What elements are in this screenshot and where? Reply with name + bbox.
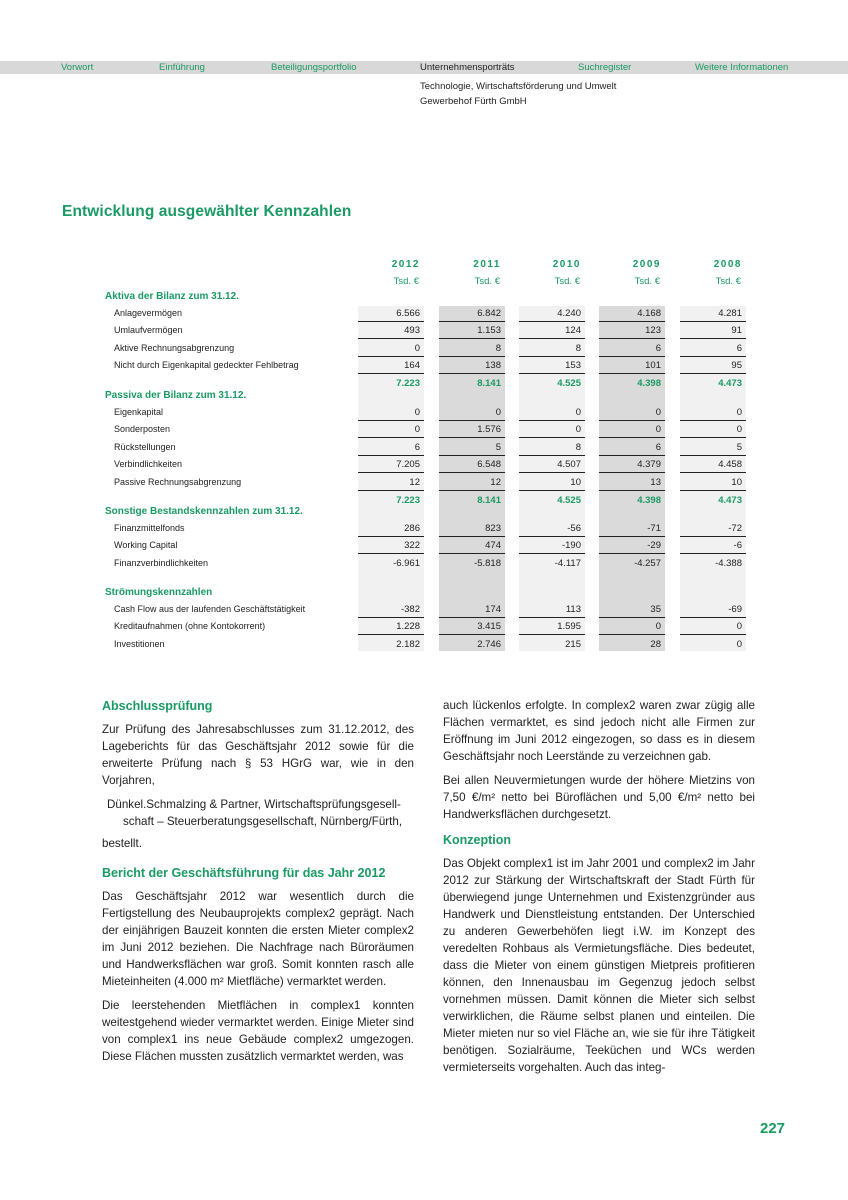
row-label: Kreditaufnahmen (ohne Kontokorrent) xyxy=(114,621,266,632)
table-cell: 28 xyxy=(650,638,661,650)
table-cell: 0 xyxy=(599,421,665,438)
table-cell: 0 xyxy=(599,404,665,421)
top-navigation-bar xyxy=(0,61,848,74)
row-label: Investitionen xyxy=(114,638,165,649)
table-cell: 153 xyxy=(519,357,585,374)
table-total-cell: 8.141 xyxy=(477,378,501,390)
table-cell: -5.818 xyxy=(474,557,501,569)
table-cell: 0 xyxy=(736,638,742,650)
table-cell: 10 xyxy=(519,474,585,491)
table-cell: -4.117 xyxy=(554,557,581,569)
table-cell: 0 xyxy=(519,421,585,438)
table-cell: 6 xyxy=(358,439,424,456)
year-header-2011: 2011 xyxy=(473,259,501,270)
paragraph-auditor-line1: Dünkel.Schmalzing & Partner, Wirtschaftsprüfungsgesell- xyxy=(107,798,401,811)
table-cell: 123 xyxy=(599,322,665,339)
row-label: Umlaufvermögen xyxy=(114,325,183,336)
row-label: Finanzverbindlichkeiten xyxy=(114,557,209,568)
table-cell: 0 xyxy=(358,340,424,357)
paragraph: Das Objekt complex1 ist im Jahr 2001 und complex2 im Jahr 2012 zur Stärkung der Wirtschaftskraft der Stadt Fürth für überwiegend junge Unternehmen und Existenzgründer aus Handwerk und Dienstleistung entstanden. Der Unterschied zu anderen Gewerbehöfen liegt i.W. im Konzept des veredelten Rohbaus als Vermietungsfläche. Dies bedeutet, dass die Mieter von einem günstigen Mietpreis profitieren können, den Innenausbau im Gegenzug jedoch selbst vornehmen müssen. Damit können die Mieter sich selbst verwirklichen, die Räume selbst planen und einteilen. Die Mieter mieten nur so viel Fläche an, wie sie für ihre Tätigkeit benötigen. Sozialräume, Teeküchen und WCs werden vermieterseits vorgehalten. Auch das integ- xyxy=(443,857,755,1074)
table-cell: 4.379 xyxy=(599,456,665,473)
table-cell: 124 xyxy=(519,322,585,339)
text-column-left xyxy=(102,698,414,1072)
row-label: Anlagevermögen xyxy=(114,308,183,318)
table-cell: 0 xyxy=(358,421,424,438)
table-cell: 2.746 xyxy=(477,638,501,650)
table-cell: 0 xyxy=(358,404,424,421)
year-header-2009: 2009 xyxy=(632,259,661,270)
table-cell: 4.168 xyxy=(599,305,665,322)
year-header-2008: 2008 xyxy=(713,259,742,270)
nav-item-beteiligungsportfolio[interactable]: Beteiligungsportfolio xyxy=(271,62,357,73)
table-cell: -4.257 xyxy=(634,557,661,569)
breadcrumb-company: Gewerbehof Fürth GmbH xyxy=(420,96,527,107)
table-cell: 1.576 xyxy=(439,421,505,438)
breadcrumb-category: Technologie, Wirtschaftsförderung und Umwelt xyxy=(420,81,617,92)
nav-item-weitere-informationen[interactable]: Weitere Informationen xyxy=(695,62,789,73)
table-cell: 6 xyxy=(680,340,746,357)
nav-item-vorwort[interactable]: Vorwort xyxy=(61,62,94,73)
table-total-cell: 4.398 xyxy=(637,494,661,506)
unit-header: Tsd. € xyxy=(634,276,660,287)
table-cell: -190 xyxy=(519,537,585,554)
table-total-cell: 4.473 xyxy=(718,378,742,390)
table-cell: 13 xyxy=(599,474,665,491)
section-title: Passiva der Bilanz zum 31.12. xyxy=(105,390,247,401)
table-cell: 215 xyxy=(565,638,581,650)
table-cell: 1.595 xyxy=(519,618,585,635)
table-cell: 138 xyxy=(439,357,505,374)
table-cell: -6.961 xyxy=(393,557,420,569)
table-cell: 7.205 xyxy=(358,456,424,473)
table-cell: 3.415 xyxy=(439,618,505,635)
table-cell: -6 xyxy=(680,537,746,554)
table-total-cell: 7.223 xyxy=(396,494,420,506)
table-cell: 6 xyxy=(599,439,665,456)
heading-bericht: Bericht der Geschäftsführung für das Jahr 2012 xyxy=(102,866,386,880)
table-cell: 6.548 xyxy=(439,456,505,473)
table-cell: -4.388 xyxy=(715,557,742,569)
table-cell: 0 xyxy=(519,404,585,421)
section-title: Sonstige Bestandskennzahlen zum 31.12. xyxy=(105,506,303,517)
page-number: 227 xyxy=(760,1120,786,1137)
table-cell: 1.228 xyxy=(358,618,424,635)
table-cell: 8 xyxy=(439,340,505,357)
table-cell: 101 xyxy=(599,357,665,374)
paragraph: Die leerstehenden Mietflächen in complex1 konnten weitestgehend wieder vermarktet werden. Einige Mieter sind von complex1 ins neue Gebäude complex2 umgezogen. Diese Flächen mussten zusätzlich vermarktet werden, was xyxy=(102,999,414,1063)
nav-item-suchregister[interactable]: Suchregister xyxy=(578,62,632,73)
nav-item-einfuehrung[interactable]: Einführung xyxy=(159,62,205,73)
row-label: Finanzmittelfonds xyxy=(114,523,185,533)
table-cell: 8 xyxy=(519,340,585,357)
unit-header: Tsd. € xyxy=(393,276,419,287)
row-label: Sonderposten xyxy=(114,424,171,435)
page-title: Entwicklung ausgewählter Kennzahlen xyxy=(62,203,352,220)
table-cell: 6.566 xyxy=(358,305,424,322)
paragraph: Zur Prüfung des Jahresabschlusses zum 31.12.2012, des Lageberichts für das Geschäftsjahr 2012 sowie für die erweiterte Prüfung nach § 53 HGrG war, wie in den Vorjahren, xyxy=(102,723,414,787)
row-label: Rückstellungen xyxy=(114,441,176,452)
table-total-cell: 7.223 xyxy=(396,378,420,390)
row-label: Eigenkapital xyxy=(114,407,164,417)
table-cell: 6.842 xyxy=(439,305,505,322)
table-cell: 493 xyxy=(358,322,424,339)
table-cell: 0 xyxy=(680,421,746,438)
text-column-right xyxy=(443,697,755,1083)
table-cell: 5 xyxy=(439,439,505,456)
table-cell: 164 xyxy=(358,357,424,374)
table-total-cell: 4.473 xyxy=(718,494,742,506)
section-title: Aktiva der Bilanz zum 31.12. xyxy=(105,291,239,302)
paragraph-auditor-line2: schaft – Steuerberatungsgesellschaft, Nürnberg/Fürth, xyxy=(123,815,403,828)
heading-konzeption: Konzeption xyxy=(443,833,512,847)
table-cell: 5 xyxy=(680,439,746,456)
table-cell: 2.182 xyxy=(396,638,420,650)
table-cell: -382 xyxy=(358,601,424,618)
row-label: Working Capital xyxy=(114,540,178,551)
nav-item-unternehmensportraets[interactable]: Unternehmensporträts xyxy=(420,62,515,73)
table-cell: 823 xyxy=(439,520,505,537)
table-cell: -72 xyxy=(680,520,746,537)
row-label: Passive Rechnungsabgrenzung xyxy=(114,476,242,487)
heading-abschlusspruefung: Abschlussprüfung xyxy=(102,699,213,713)
table-cell: 286 xyxy=(358,520,424,537)
table-cell: 95 xyxy=(680,357,746,374)
table-cell: -56 xyxy=(519,520,585,537)
table-cell: 4.507 xyxy=(519,456,585,473)
table-cell: 474 xyxy=(439,537,505,554)
table-cell: 4.240 xyxy=(519,305,585,322)
row-label: Nicht durch Eigenkapital gedeckter Fehlbetrag xyxy=(114,360,299,371)
unit-header: Tsd. € xyxy=(715,276,741,287)
unit-header: Tsd. € xyxy=(554,276,580,287)
table-cell: -71 xyxy=(599,520,665,537)
table-cell: 0 xyxy=(680,618,746,635)
table-cell: 0 xyxy=(680,404,746,421)
table-cell: 8 xyxy=(519,439,585,456)
paragraph: bestellt. xyxy=(102,837,142,850)
table-cell: 91 xyxy=(680,322,746,339)
table-cell: 4.281 xyxy=(680,305,746,322)
table-total-cell: 8.141 xyxy=(477,494,501,506)
table-cell: 10 xyxy=(680,474,746,491)
unit-header: Tsd. € xyxy=(474,276,500,287)
table-cell: 113 xyxy=(519,601,585,618)
table-cell: 4.458 xyxy=(680,456,746,473)
section-title: Strömungskennzahlen xyxy=(105,587,213,598)
paragraph: Bei allen Neuvermietungen wurde der höhere Mietzins von 7,50 €/m² netto bei Büroflächen und 5,00 €/m² netto bei Handwerksflächen durchgesetzt. xyxy=(443,774,755,821)
row-label: Verbindlichkeiten xyxy=(114,459,183,470)
table-total-cell: 4.525 xyxy=(557,378,581,390)
row-label: Cash Flow aus der laufenden Geschäftstätigkeit xyxy=(114,604,306,614)
paragraph: auch lückenlos erfolgte. In complex2 waren zwar zügig alle Flächen vermarktet, es sind jedoch nicht alle Firmen zur Eröffnung im Juni 2012 eingezogen, so dass es in diesem Geschäftsjahr noch Leerstände zu verzeichnen gab. xyxy=(443,699,755,763)
table-cell: 12 xyxy=(439,474,505,491)
year-header-2012: 2012 xyxy=(391,259,420,270)
table-cell: 0 xyxy=(599,618,665,635)
table-cell: 1.153 xyxy=(439,322,505,339)
table-cell: -29 xyxy=(599,537,665,554)
paragraph: Das Geschäftsjahr 2012 war wesentlich durch die Fertigstellung des Neubauprojekts complex2 geprägt. Nach der einjährigen Bauzeit konnten die ersten Mieter complex2 im Juni 2012 beziehen. Die Nachfrage nach Büroräumen und Handwerksflächen war groß. Somit konnten rasch alle Mieteinheiten (4.000 m² Mietfläche) vermarktet werden. xyxy=(102,890,414,988)
table-cell: 0 xyxy=(439,404,505,421)
table-cell: 12 xyxy=(358,474,424,491)
table-cell: 322 xyxy=(358,537,424,554)
table-cell: 6 xyxy=(599,340,665,357)
row-label: Aktive Rechnungsabgrenzung xyxy=(114,342,235,353)
year-header-2010: 2010 xyxy=(552,259,581,270)
table-cell: 174 xyxy=(439,601,505,618)
table-total-cell: 4.525 xyxy=(557,494,581,506)
table-cell: 35 xyxy=(599,601,665,618)
table-total-cell: 4.398 xyxy=(637,378,661,390)
table-cell: -69 xyxy=(680,601,746,618)
